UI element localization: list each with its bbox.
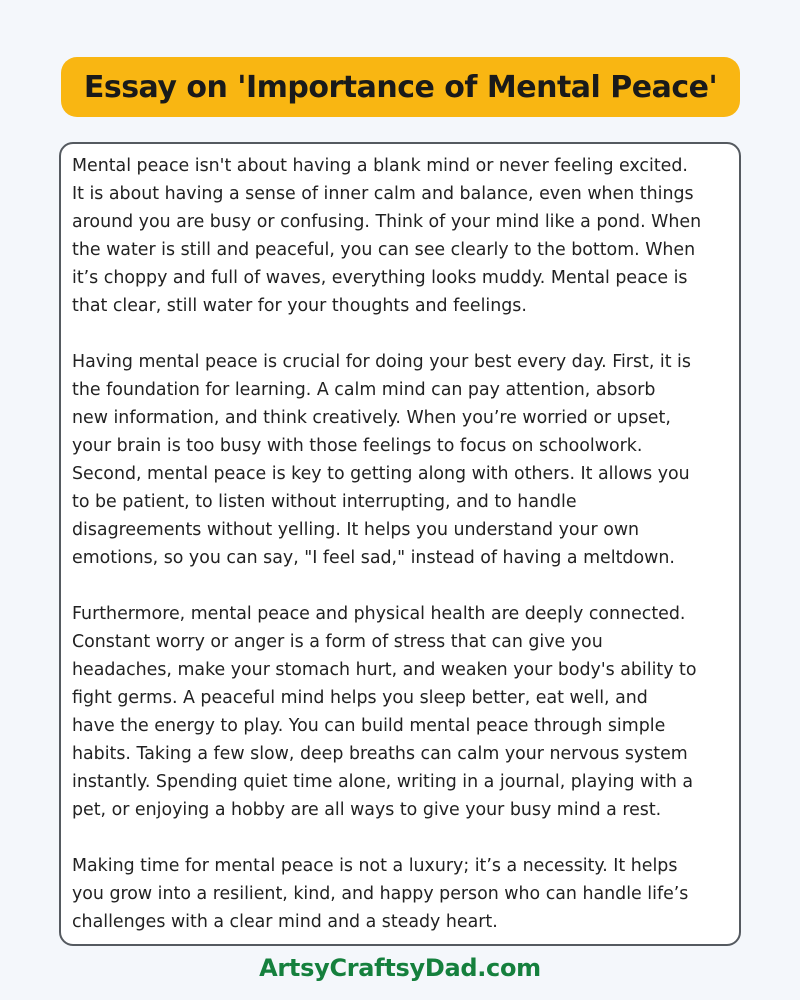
essay-line: Mental peace isn't about having a blank mind or never feeling excited. — [72, 156, 688, 176]
essay-line: habits. Taking a few slow, deep breaths can calm your nervous system — [72, 744, 688, 764]
essay-line: you grow into a resilient, kind, and happy person who can handle life’s — [72, 884, 689, 904]
essay-line: instantly. Spending quiet time alone, writing in a journal, playing with a — [72, 772, 694, 792]
essay-line: pet, or enjoying a hobby are all ways to give your busy mind a rest. — [72, 800, 662, 820]
essay-line: disagreements without yelling. It helps you understand your own — [72, 520, 640, 540]
essay-line: Constant worry or anger is a form of stress that can give you — [72, 632, 603, 652]
essay-line: around you are busy or confusing. Think of your mind like a pond. When — [72, 212, 702, 232]
title-banner — [61, 57, 740, 117]
essay-paragraph-2 — [72, 348, 739, 572]
essay-line: emotions, so you can say, "I feel sad," instead of having a meltdown. — [72, 548, 675, 568]
essay-line: Making time for mental peace is not a luxury; it’s a necessity. It helps — [72, 856, 678, 876]
essay-line: the water is still and peaceful, you can see clearly to the bottom. When — [72, 240, 696, 260]
essay-line: it’s choppy and full of waves, everything looks muddy. Mental peace is — [72, 268, 688, 288]
essay-line: fight germs. A peaceful mind helps you sleep better, eat well, and — [72, 688, 648, 708]
essay-line: the foundation for learning. A calm mind can pay attention, absorb — [72, 380, 656, 400]
essay-line: Furthermore, mental peace and physical health are deeply connected. — [72, 604, 686, 624]
essay-line: It is about having a sense of inner calm and balance, even when things — [72, 184, 694, 204]
essay-line: that clear, still water for your thoughts and feelings. — [72, 296, 527, 316]
essay-line: headaches, make your stomach hurt, and weaken your body's ability to — [72, 660, 697, 680]
essay-line: Second, mental peace is key to getting along with others. It allows you — [72, 464, 690, 484]
essay-line: your brain is too busy with those feelings to focus on schoolwork. — [72, 436, 643, 456]
essay-line: have the energy to play. You can build mental peace through simple — [72, 716, 666, 736]
essay-line: to be patient, to listen without interrupting, and to handle — [72, 492, 577, 512]
essay-paragraph-1 — [72, 152, 739, 320]
page-title: Essay on 'Importance of Mental Peace' — [83, 69, 718, 105]
essay-paragraph-4 — [72, 852, 739, 936]
essay-line: challenges with a clear mind and a steady heart. — [72, 912, 498, 932]
essay-paragraph-3 — [72, 600, 739, 824]
essay-line: Having mental peace is crucial for doing your best every day. First, it is — [72, 352, 691, 372]
essay-card — [59, 142, 741, 946]
essay-line: new information, and think creatively. When you’re worried or upset, — [72, 408, 671, 428]
site-url: ArtsyCraftsyDad.com — [259, 954, 541, 982]
